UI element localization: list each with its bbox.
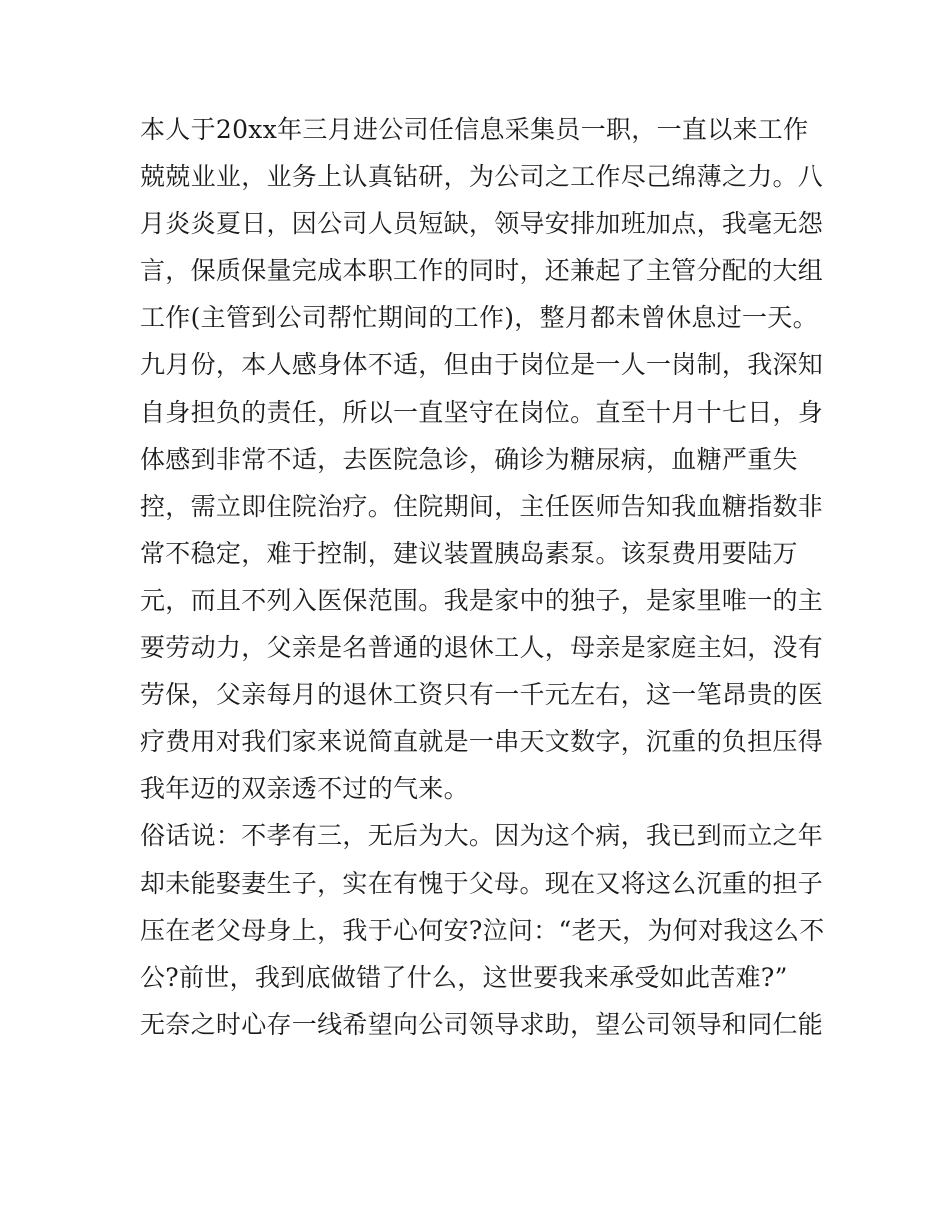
text-line: 劳保，父亲每月的退休工资只有一千元左右，这一笔昂贵的医 — [140, 680, 824, 710]
text-line: 自身担负的责任，所以一直坚守在岗位。直至十月十七日，身 — [140, 397, 824, 427]
text-line: 压在老父母身上，我于心何安?泣问：“老天，为何对我这么不 — [140, 915, 825, 945]
text-line: 却未能娶妻生子，实在有愧于父母。现在又将这么沉重的担子 — [140, 868, 824, 898]
text-line: 要劳动力，父亲是名普通的退休工人，母亲是家庭主妇，没有 — [140, 633, 824, 663]
text-line: 言，保质保量完成本职工作的同时，还兼起了主管分配的大组 — [140, 256, 824, 286]
text-line: 公?前世，我到底做错了什么，这世要我来承受如此苦难?” — [140, 962, 788, 992]
text-line: 兢兢业业，业务上认真钻研，为公司之工作尽己绵薄之力。八 — [140, 162, 824, 192]
text-line: 控，需立即住院治疗。住院期间，主任医师告知我血糖指数非 — [140, 491, 824, 521]
text-line: 常不稳定，难于控制，建议装置胰岛素泵。该泵费用要陆万 — [140, 538, 798, 568]
document-body — [140, 106, 825, 1048]
text-line: 我年迈的双亲透不过的气来。 — [140, 774, 469, 804]
text-line: 元，而且不列入医保范围。我是家中的独子，是家里唯一的主 — [140, 585, 824, 615]
text-line: 俗话说：不孝有三，无后为大。因为这个病，我已到而立之年 — [140, 821, 824, 851]
text-line: 体感到非常不适，去医院急诊，确诊为糖尿病，血糖严重失 — [140, 444, 798, 474]
text-line: 月炎炎夏日，因公司人员短缺，领导安排加班加点，我毫无怨 — [140, 209, 824, 239]
text-line: 疗费用对我们家来说简直就是一串天文数字，沉重的负担压得 — [140, 727, 824, 757]
text-line: 九月份，本人感身体不适，但由于岗位是一人一岗制，我深知 — [140, 350, 824, 380]
text-line: 无奈之时心存一线希望向公司领导求助，望公司领导和同仁能 — [140, 1009, 824, 1039]
text-line: 本人于20xx年三月进公司任信息采集员一职，一直以来工作 — [140, 115, 809, 144]
text-line: 工作(主管到公司帮忙期间的工作)，整月都未曾休息过一天。 — [140, 303, 818, 333]
